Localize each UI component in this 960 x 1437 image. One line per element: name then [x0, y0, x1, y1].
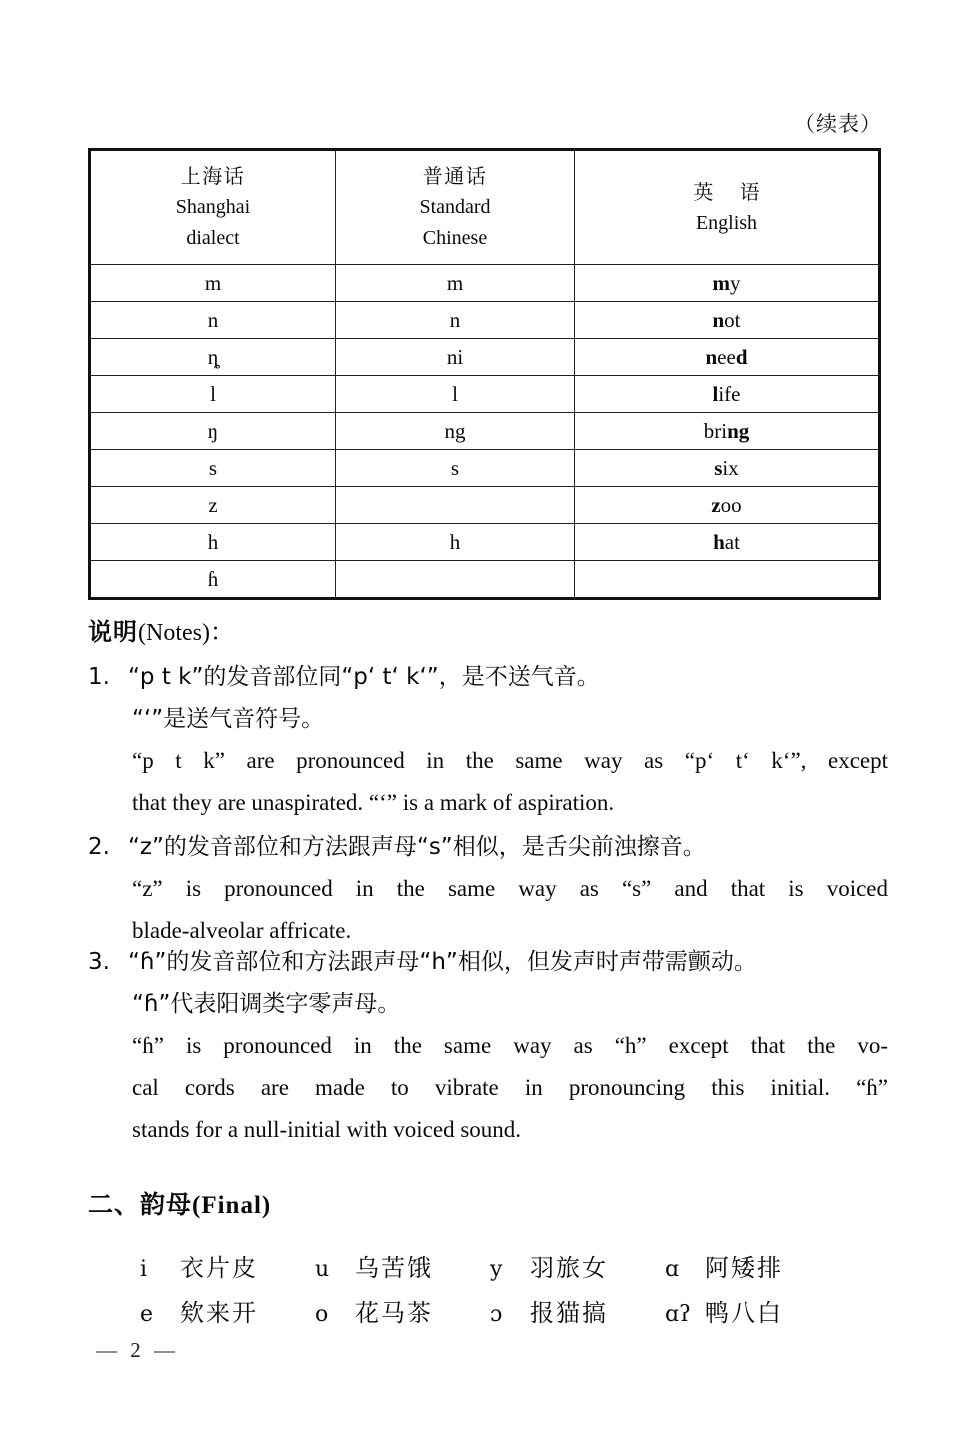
final-entry: [315, 1248, 490, 1283]
cell-shanghai: ŋ: [90, 413, 336, 450]
cell-shanghai: h: [90, 524, 336, 561]
final-example-characters: 羽旅女: [530, 1254, 608, 1282]
cell-shanghai: ɦ: [90, 561, 336, 599]
note-line: “z” is pronounced in the same way as “s” and that is voiced: [132, 876, 888, 901]
table-header-row: [90, 150, 880, 265]
note-text: “p t k”的发音部位同“pʻ tʻ kʻ”，是不送气音。: [128, 664, 600, 690]
final-section-heading-en: (Final): [192, 1192, 272, 1219]
note-line: that they are unaspirated. “ʻ” is a mark of aspiration.: [132, 790, 615, 815]
final-entry: [490, 1293, 665, 1328]
table-body: [90, 265, 880, 599]
cell-shanghai: s: [90, 450, 336, 487]
final-section-heading-cn: 二、韵母: [88, 1190, 193, 1219]
column-header-shanghai-en2: dialect: [186, 227, 240, 249]
table-row: [90, 376, 880, 413]
final-symbol: e: [140, 1302, 154, 1327]
table-row: [90, 265, 880, 302]
table-row: [90, 302, 880, 339]
cell-mandarin: m: [336, 265, 575, 302]
final-example-characters: 衣片皮: [180, 1254, 258, 1282]
column-header-english: [575, 150, 880, 265]
cell-mandarin: ng: [336, 413, 575, 450]
notes-heading: [88, 612, 234, 647]
final-entry: [315, 1293, 490, 1328]
note-line: “ɦ”代表阳调类字零声母。: [132, 991, 401, 1017]
final-entry: [665, 1248, 840, 1283]
note-item: [88, 656, 888, 824]
table-row: [90, 450, 880, 487]
note-line: “ʻ”是送气音符号。: [132, 706, 325, 732]
cell-mandarin: ni: [336, 339, 575, 376]
notes-heading-en: (Notes)：: [138, 620, 234, 646]
final-example-characters: 阿矮排: [705, 1254, 783, 1282]
cell-mandarin: l: [336, 376, 575, 413]
final-example-characters: 乌苦饿: [355, 1254, 433, 1282]
note-line: stands for a null-initial with voiced sound.: [132, 1117, 522, 1142]
note-line: cal cords are made to vibrate in pronouncing this initial. “ɦ”: [132, 1075, 888, 1100]
final-example-characters: 鸭八白: [705, 1299, 783, 1327]
finals-grid: [140, 1248, 840, 1338]
final-symbol: ɑ: [665, 1257, 680, 1282]
table-row: [90, 524, 880, 561]
cell-shanghai: z: [90, 487, 336, 524]
phoneme-table: [88, 148, 881, 600]
column-header-english-en2: English: [695, 211, 758, 234]
cell-mandarin: h: [336, 524, 575, 561]
final-symbol: ɑʔ: [665, 1302, 691, 1327]
phoneme-table-container: [88, 148, 878, 600]
note-line: “ɦ” is pronounced in the same way as “h” except that the vo-: [132, 1033, 888, 1058]
continued-table-label: （续表）: [794, 112, 882, 136]
cell-english: my: [575, 265, 880, 302]
cell-english: [575, 561, 880, 599]
note-text: “ɦ”的发音部位和方法跟声母“h”相似，但发声时声带需颤动。: [128, 949, 757, 975]
notes-heading-cn: 说明: [88, 618, 138, 646]
note-number: 2.: [88, 834, 110, 860]
note-item: [88, 826, 888, 952]
note-line: blade-alveolar affricate.: [132, 918, 352, 943]
table-row: [90, 561, 880, 599]
column-header-english-cn: 英 语: [693, 179, 770, 204]
final-example-characters: 花马茶: [355, 1299, 433, 1327]
column-header-shanghai-en1: Shanghai: [175, 196, 251, 218]
cell-english: not: [575, 302, 880, 339]
final-entry: [140, 1248, 315, 1283]
final-section-heading: [88, 1185, 271, 1221]
table-row: [90, 339, 880, 376]
page-number: — 2 —: [96, 1338, 179, 1362]
final-symbol: y: [490, 1257, 503, 1282]
final-symbol: ɔ: [490, 1302, 503, 1327]
final-symbol: u: [315, 1257, 330, 1282]
cell-english: life: [575, 376, 880, 413]
final-example-characters: 欸来开: [180, 1299, 258, 1327]
column-header-shanghai-cn: 上海话: [180, 164, 246, 188]
table-row: [90, 487, 880, 524]
final-entry: [665, 1293, 840, 1328]
cell-english: bring: [575, 413, 880, 450]
note-line: [88, 656, 888, 698]
cell-mandarin: n: [336, 302, 575, 339]
cell-english: zoo: [575, 487, 880, 524]
cell-shanghai: l: [90, 376, 336, 413]
cell-english: six: [575, 450, 880, 487]
cell-mandarin: [336, 561, 575, 599]
note-text: “z”的发音部位和方法跟声母“s”相似，是舌尖前浊擦音。: [128, 834, 706, 860]
final-example-characters: 报猫搞: [530, 1299, 608, 1327]
note-item: [88, 941, 888, 1151]
column-header-shanghai: [90, 150, 336, 265]
column-header-mandarin-en2: Chinese: [422, 227, 488, 249]
note-number: 1.: [88, 664, 110, 690]
note-line: [88, 826, 888, 868]
cell-english: hat: [575, 524, 880, 561]
final-entry: [140, 1293, 315, 1328]
table-row: [90, 413, 880, 450]
note-number: 3.: [88, 949, 110, 975]
column-header-mandarin-en1: Standard: [419, 196, 491, 218]
table-header: [90, 150, 880, 265]
cell-mandarin: s: [336, 450, 575, 487]
finals-row: [140, 1248, 840, 1283]
note-line: “p t k” are pronounced in the same way as “pʻ tʻ kʻ”, except: [132, 748, 888, 773]
note-line: [88, 941, 888, 983]
cell-english: need: [575, 339, 880, 376]
final-entry: [490, 1248, 665, 1283]
cell-mandarin: [336, 487, 575, 524]
cell-shanghai: ȵ: [90, 339, 336, 376]
cell-shanghai: m: [90, 265, 336, 302]
final-symbol: o: [315, 1302, 329, 1327]
column-header-mandarin: [336, 150, 575, 265]
cell-shanghai: n: [90, 302, 336, 339]
column-header-mandarin-cn: 普通话: [422, 164, 488, 188]
final-symbol: i: [140, 1257, 148, 1282]
finals-row: [140, 1293, 840, 1328]
